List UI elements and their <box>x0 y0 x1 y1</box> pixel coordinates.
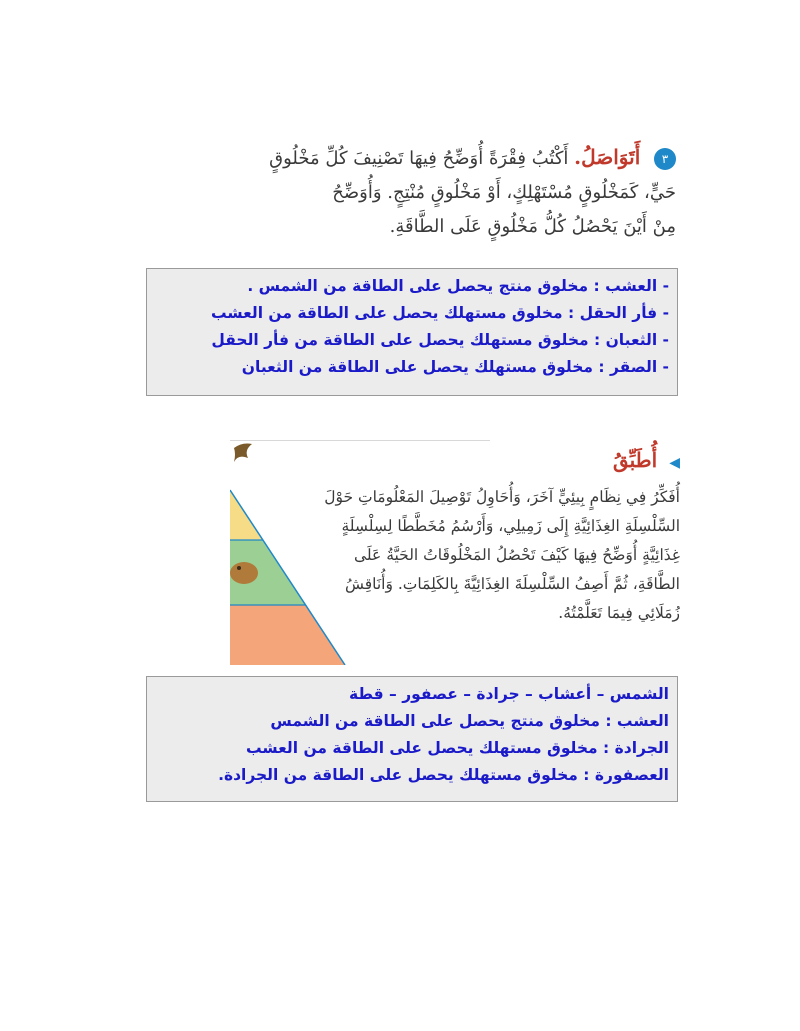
answer-line: الجرادة : مخلوق مستهلك يحصل على الطاقة من العشب <box>246 739 669 757</box>
question-line-1 <box>226 140 676 176</box>
answer-line: - العشب : مخلوق منتج يحصل على الطاقة من الشمس . <box>247 277 669 295</box>
apply-text-line: أُفَكِّرُ فِي نِظَامٍ بِيئِيٍّ آخَرَ، وَأُحَاوِلُ تَوْصِيلَ المَعْلُومَاتِ حَوْلَ <box>324 488 680 506</box>
apply-title-row <box>295 440 680 483</box>
answer-line: - فأر الحقل : مخلوق مستهلك يحصل على الطاقة من العشب <box>210 304 669 322</box>
triangle-bullet-icon: ◀ <box>669 455 680 471</box>
apply-text-line: الطَّاقَةِ، ثُمَّ أَصِفُ السِّلْسِلَةَ الغِذَائِيَّةَ بِالكَلِمَاتِ. وَأُنَاقِشُ <box>344 575 680 593</box>
apply-text-line: السِّلْسِلَةِ الغِذَائِيَّةِ إِلَى زَمِيلِي، وَأَرْسُمُ مُخَطَّطًا لِسِلْسِلَةٍ <box>341 517 680 535</box>
question-number-badge: ٣ <box>654 148 676 170</box>
question-text-line: أَكْتُبُ فِقْرَةً أُوَضِّحُ فِيهَا تَصْنِيفَ كُلِّ مَخْلُوقٍ <box>269 148 569 169</box>
mouse-eye <box>237 566 241 570</box>
mouse-icon <box>230 562 258 584</box>
question-title: أَتَوَاصَلُ. <box>574 145 641 169</box>
textbook-excerpt-1 <box>226 140 676 260</box>
apply-text-line: زُمَلَائِي فِيمَا تَعَلَّمْتُهُ. <box>558 604 680 622</box>
question-text-line: مِنْ أَيْنَ يَحْصُلُ كُلُّ مَخْلُوقٍ عَلَى الطَّاقَةِ. <box>389 216 676 237</box>
apply-text-line: غِذَائِيَّةٍ أُوَضِّحُ فِيهَا كَيْفَ تَحْصُلُ المَخْلُوقَاتُ الحَيَّةُ عَلَى <box>353 546 680 564</box>
question-text-line: حَيٍّ، كَمَخْلُوقٍ مُسْتَهْلِكٍ، أَوْ مَخْلُوقٍ مُنْتِجٍ. وَأُوَضِّحُ <box>332 182 676 203</box>
apply-section <box>295 440 680 628</box>
hawk-wing-icon <box>234 444 252 463</box>
answer-line: - الصقر : مخلوق مستهلك يحصل على الطاقة من الثعبان <box>241 358 669 376</box>
answer-box-2 <box>146 676 678 802</box>
answer-line: العشب : مخلوق منتج يحصل على الطاقة من الشمس <box>270 712 669 730</box>
textbook-excerpt-2 <box>230 440 680 665</box>
answer-line: العصفورة : مخلوق مستهلك يحصل على الطاقة من الجرادة. <box>218 766 669 784</box>
apply-title: أُطَبِّقُ <box>612 448 658 472</box>
answer-box-1 <box>146 268 678 396</box>
answer-line: - الثعبان : مخلوق مستهلك يحصل على الطاقة من فأر الحقل <box>211 331 669 349</box>
answer-line: الشمس – أعشاب – جرادة – عصفور – قطة <box>349 685 669 703</box>
